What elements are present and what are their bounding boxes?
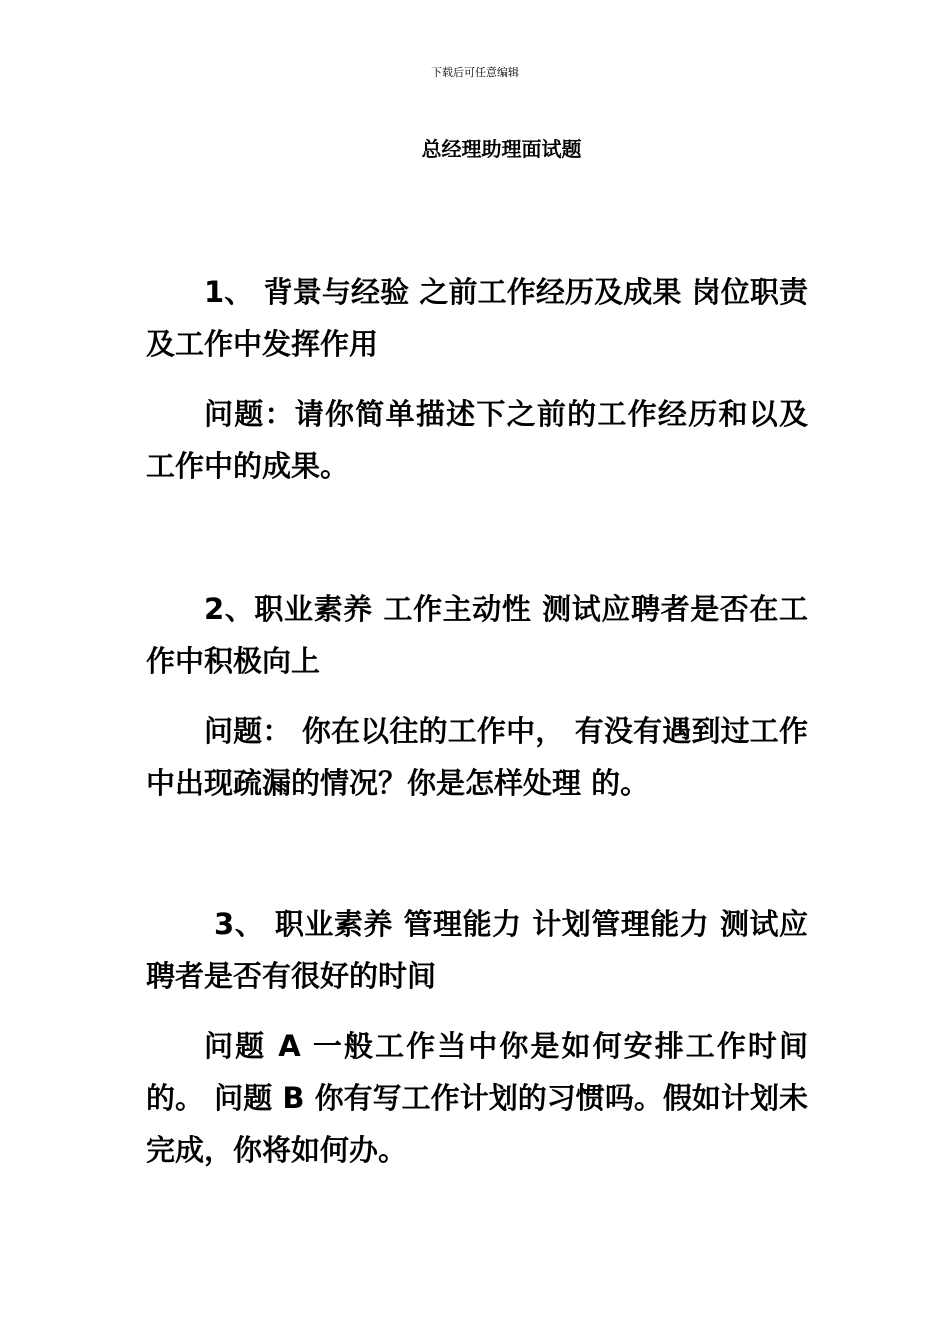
- section-heading: 3、 职业素养 管理能力 计划管理能力 测试应聘者是否有很好的时间: [146, 907, 808, 993]
- section-question: 问题 A 一般工作当中你是如何安排工作时间的。 问题 B 你有写工作计划的习惯吗。假如计划未完成，你将如何办。: [146, 1029, 808, 1167]
- section-question: 问题： 你在以往的工作中， 有没有遇到过工作中出现疏漏的情况？你是怎样处理 的。: [146, 714, 808, 800]
- document-title: 总经理助理面试题: [421, 137, 582, 161]
- section-3: [146, 898, 808, 1176]
- section-heading: 2、职业素养 工作主动性 测试应聘者是否在工作中积极向上: [146, 592, 808, 678]
- section-2: [146, 583, 808, 809]
- header-note: 下载后可任意编辑: [431, 66, 519, 79]
- section-heading: 1、 背景与经验 之前工作经历及成果 岗位职责及工作中发挥作用: [146, 275, 808, 361]
- section-question: 问题：请你简单描述下之前的工作经历和以及工作中的成果。: [146, 397, 808, 483]
- section-1: [146, 266, 808, 492]
